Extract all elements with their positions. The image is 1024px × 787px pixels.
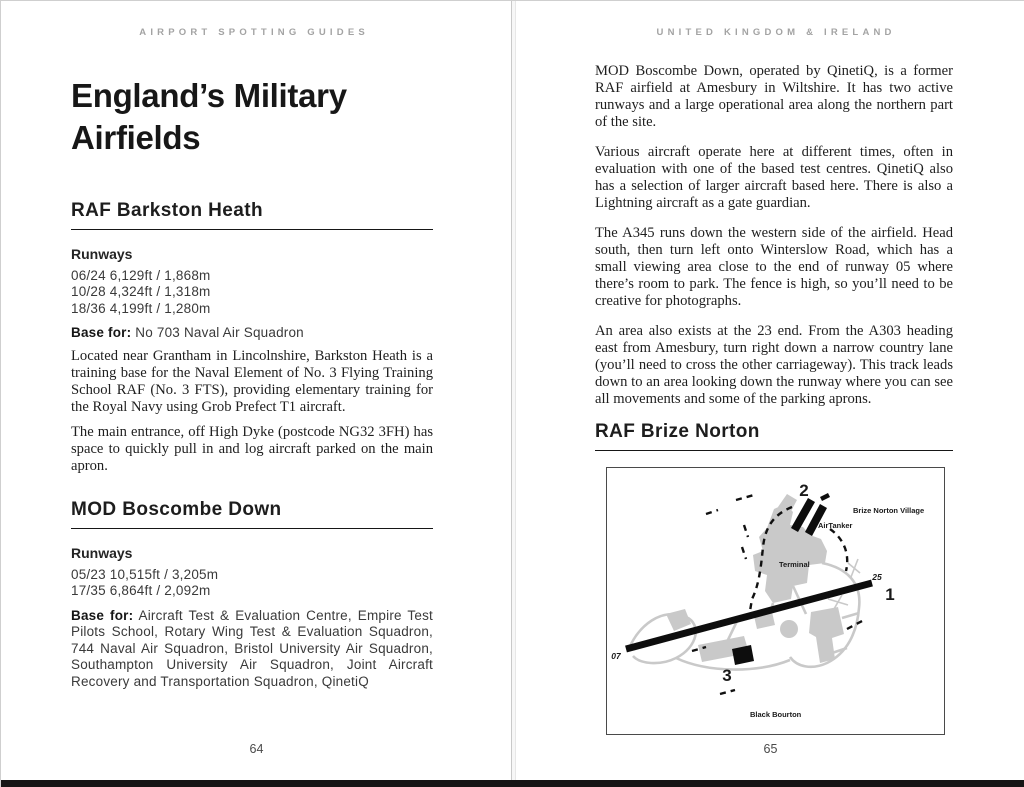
- page-number-left: 64: [249, 742, 264, 756]
- runway-spec: 06/24 6,129ft / 1,868m: [71, 267, 211, 283]
- section-heading-boscombe: MOD Boscombe Down: [71, 499, 433, 529]
- airfield-diagram: [606, 467, 945, 735]
- body-paragraph: The A345 runs down the western side of the airfield. Head south, then turn left onto Winterslow Road, which has a small viewing area close to the end of runway 05 where there’s room to park. The fence is high, so you’ll need to be creative for photographs.: [595, 225, 953, 309]
- diagram-spot-2-label: 2: [799, 480, 809, 500]
- body-paragraph: MOD Boscombe Down, operated by QinetiQ, is a former RAF airfield at Amesbury in Wiltshire. It has two active runways and a large operational area along the northern part of the site.: [595, 63, 953, 130]
- body-paragraph: Located near Grantham in Lincolnshire, Barkston Heath is a training base for the Naval Element of No. 3 Flying Training School RAF (No. 3 FTS), providing elementary training for the Royal Navy using Grob Prefect T1 aircraft.: [71, 347, 433, 415]
- page-left: [1, 1, 512, 781]
- chapter-title: England’s Military Airfields: [71, 77, 347, 156]
- base-for-label: Base for:: [71, 607, 134, 623]
- village-label: Brize Norton Village: [853, 505, 925, 515]
- airtanker-label: AirTanker: [818, 520, 853, 530]
- page-right: [516, 1, 1024, 781]
- runways-subheading: Runways: [71, 245, 133, 262]
- terminal-label: Terminal: [779, 559, 810, 569]
- section-heading-barkston: RAF Barkston Heath: [71, 200, 433, 230]
- base-for-value: No 703 Naval Air Squadron: [135, 325, 304, 341]
- runway-end-25-label: 25: [872, 571, 882, 582]
- runway-spec: 17/35 6,864ft / 2,092m: [71, 583, 211, 599]
- window-bottom-edge: [1, 780, 1024, 787]
- diagram-spot-3-label: 3: [722, 665, 732, 685]
- base-for-line: [71, 325, 433, 342]
- section-heading-brize-norton: RAF Brize Norton: [595, 421, 953, 451]
- black-bourton-label: Black Bourton: [750, 709, 802, 719]
- running-header-left: AIRPORT SPOTTING GUIDES: [139, 27, 369, 38]
- body-paragraph: The main entrance, off High Dyke (postcode NG32 3FH) has space to quickly pull in and log aircraft parked on the main apron.: [71, 423, 433, 474]
- runways-subheading: Runways: [71, 544, 133, 561]
- body-paragraph: An area also exists at the 23 end. From the A303 heading east from Amesbury, turn right down a narrow country lane (you’ll need to cross the other carriageway). This track leads down to an area looking down the runway where you can see all movements and some of the parking aprons.: [595, 323, 953, 407]
- body-paragraph: Various aircraft operate here at different times, often in evaluation with one of the based test centres. QinetiQ also has a selection of larger aircraft based here. There is also a Lightning aircraft as a gate guardian.: [595, 144, 953, 211]
- base-for-value: Aircraft Test & Evaluation Centre, Empire Test Pilots School, Rotary Wing Test & Evaluation Squadron, 744 Naval Air Squadron, Bristol University Air Squadron, Southampton University Air Squadron, Joint Aircraft Recovery and Transportation Squadron, QinetiQ: [71, 607, 433, 689]
- page-number-right: 65: [763, 742, 778, 756]
- runway-end-07-label: 07: [611, 650, 621, 661]
- runway-spec-list: [71, 268, 433, 318]
- runway-spec: 05/23 10,515ft / 3,205m: [71, 566, 219, 582]
- diagram-spot-1-label: 1: [885, 584, 895, 604]
- base-for-label: Base for:: [71, 325, 132, 341]
- runway-spec: 10/28 4,324ft / 1,318m: [71, 284, 211, 300]
- runway-spec-list: [71, 567, 433, 600]
- running-header-right: UNITED KINGDOM & IRELAND: [656, 27, 896, 38]
- runway-spec: 18/36 4,199ft / 1,280m: [71, 300, 211, 316]
- base-for-line: [71, 608, 433, 691]
